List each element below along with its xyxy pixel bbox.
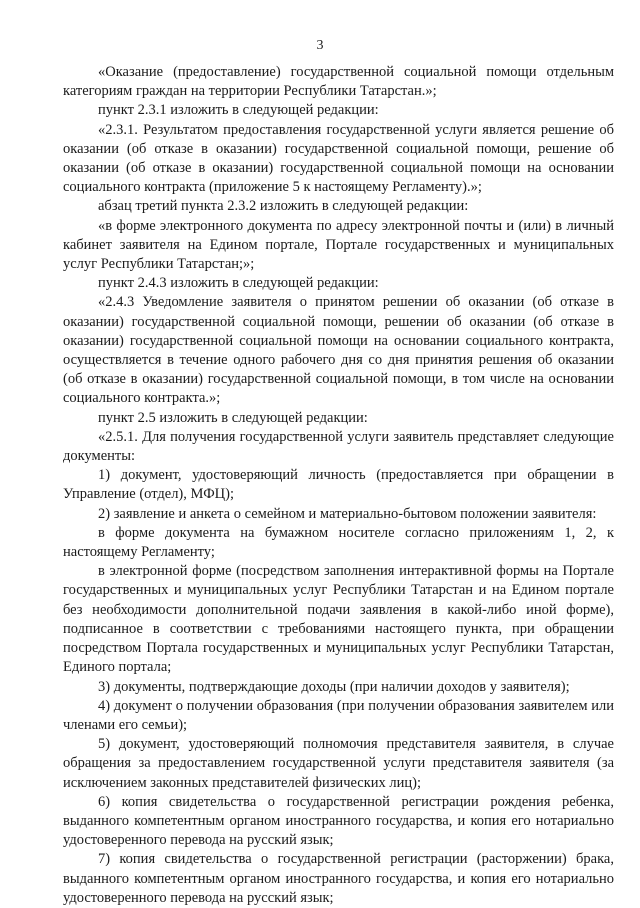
paragraph: пункт 2.4.3 изложить в следующей редакции:	[98, 275, 379, 292]
page-number: 3	[316, 38, 324, 53]
paragraph: в электронной форме (посредством заполнения интерактивной формы на Портале государственных и муниципальных услуг Республики Татарстан и на Едином портале без необходимости дополнительной подачи заявления в какой-либо иной форме), подписанное в соответствии с требованиями настоящего пункта, при обращении посредством Портала государственных и муниципальных услуг Республики Татарстан, Единого портала;	[63, 563, 614, 676]
paragraph: 6) копия свидетельства о государственной регистрации рождения ребенка, выданного компетентным органом иностранного государства, и копия его нотариально удостоверенного перевода на русский язык;	[63, 793, 614, 849]
paragraph: «2.5.1. Для получения государственной услуги заявитель представляет следующие документы:	[63, 428, 614, 465]
paragraph: «2.3.1. Результатом предоставления государственной услуги является решение об оказании (об отказе в оказании) государственной социальной помощи, решение об оказании (об отказе в оказании) государственной социальной помощи на основании социального контракта (приложение 5 к настоящему Регламенту).»;	[63, 121, 614, 196]
paragraph: абзац третий пункта 2.3.2 изложить в следующей редакции:	[98, 198, 469, 215]
paragraph: 7) копия свидетельства о государственной регистрации (расторжении) брака, выданного компетентным органом иностранного государства, и копия его нотариально удостоверенного перевода на русский язык;	[63, 851, 614, 906]
document-body	[63, 63, 614, 908]
paragraph: «Оказание (предоставление) государственной социальной помощи отдельным категориям граждан на территории Республики Татарстан.»;	[63, 64, 614, 100]
paragraph: в форме документа на бумажном носителе согласно приложениям 1, 2, к настоящему Регламенту;	[63, 524, 614, 561]
paragraph: 1) документ, удостоверяющий личность (предоставляется при обращении в Управление (отдел), МФЦ);	[63, 467, 614, 503]
paragraph: 4) документ о получении образования (при получении образования заявителем или членами его семьи);	[63, 697, 614, 733]
paragraph: 5) документ, удостоверяющий полномочия представителя заявителя, в случае обращения за предоставлением государственной услуги представителя заявителя (за исключением законных представителей физических лиц);	[63, 736, 614, 791]
paragraph: пункт 2.5 изложить в следующей редакции:	[98, 409, 368, 426]
paragraph: пункт 2.3.1 изложить в следующей редакции:	[98, 102, 379, 119]
paragraph: «в форме электронного документа по адресу электронной почты и (или) в личный кабинет заявителя на Едином портале, Портале государственных и муниципальных услуг Республики Татарстан;»;	[63, 217, 614, 273]
paragraph: 2) заявление и анкета о семейном и материально-бытовом положении заявителя:	[98, 505, 597, 522]
paragraph: 3) документы, подтверждающие доходы (при наличии доходов у заявителя);	[98, 678, 570, 695]
paragraph: «2.4.3 Уведомление заявителя о принятом решении об оказании (об отказе в оказании) государственной социальной помощи, решении об оказании (об отказе в оказании) государственной социальной помощи на основании социального контракта, осуществляется в течение одного рабочего дня со дня принятия решения об оказании (об отказе в оказании) государственной социальной помощи, в том числе на основании социального контракта.»;	[63, 294, 614, 407]
